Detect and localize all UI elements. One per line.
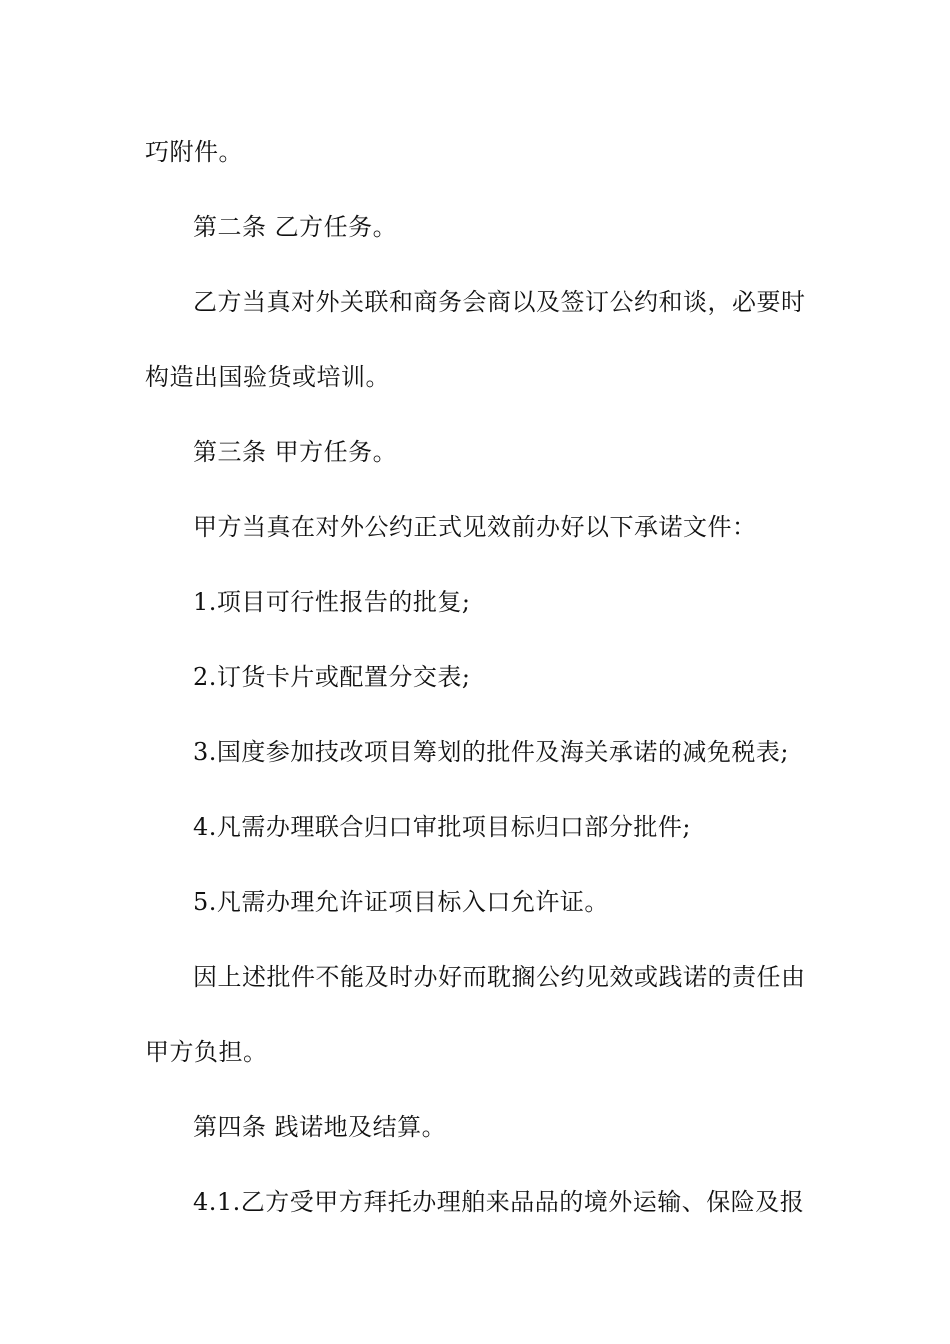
paragraph-line: 4.1.乙方受甲方拜托办理舶来品品的境外运输、保险及报 — [193, 1188, 805, 1216]
paragraph-line: 甲方当真在对外公约正式见效前办好以下承诺文件： — [193, 513, 757, 541]
paragraph-line: 巧附件。 — [145, 138, 243, 166]
paragraph-line: 构造出国验货或培训。 — [145, 363, 390, 391]
list-item: 5.凡需办理允许证项目标入口允许证。 — [193, 888, 609, 916]
article-heading: 第二条 乙方任务。 — [193, 213, 398, 241]
paragraph-line: 甲方负担。 — [145, 1038, 268, 1066]
list-item: 4.凡需办理联合归口审批项目标归口部分批件; — [193, 813, 691, 841]
article-heading: 第三条 甲方任务。 — [193, 438, 398, 466]
list-item: 3.国度参加技改项目筹划的批件及海关承诺的减免税表; — [193, 738, 789, 766]
paragraph-line: 因上述批件不能及时办好而耽搁公约见效或践诺的责任由 — [193, 963, 806, 991]
list-item: 1.项目可行性报告的批复; — [193, 588, 471, 616]
paragraph-line: 乙方当真对外关联和商务会商以及签订公约和谈，必要时 — [193, 288, 806, 316]
article-heading: 第四条 践诺地及结算。 — [193, 1113, 447, 1141]
list-item: 2.订货卡片或配置分交表; — [193, 663, 471, 691]
